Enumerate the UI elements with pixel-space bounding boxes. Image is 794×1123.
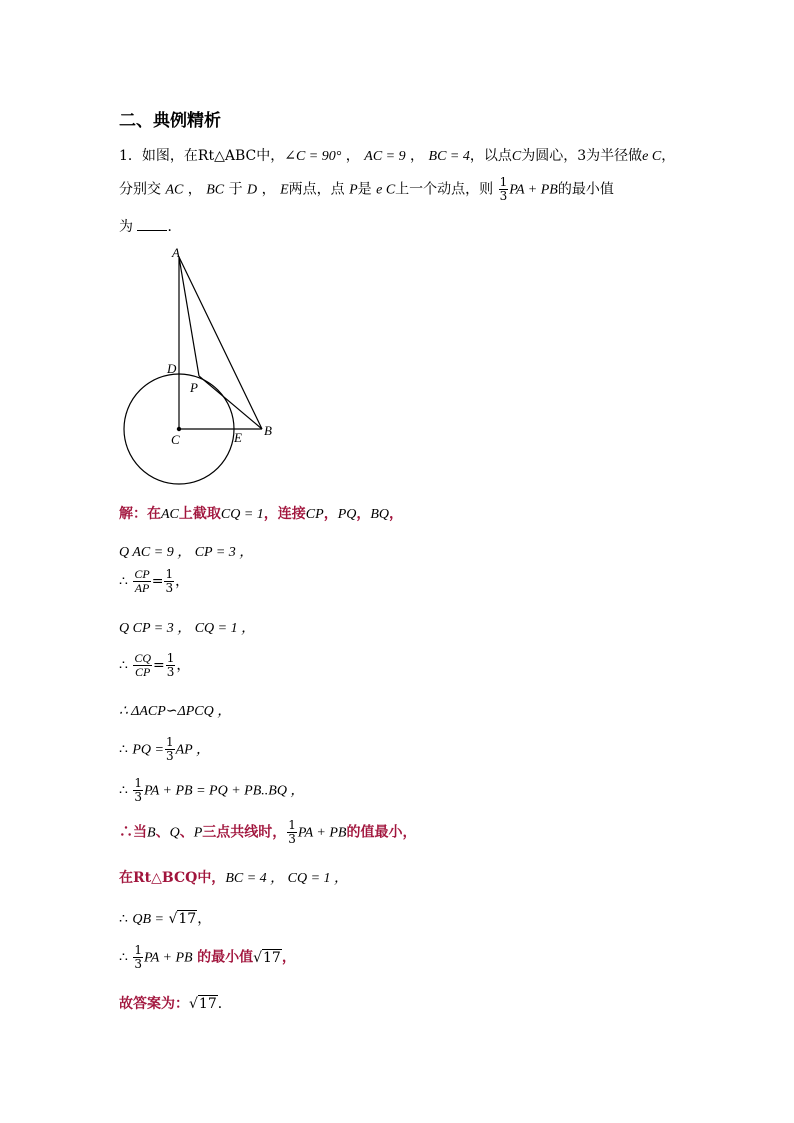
geometry-figure — [110, 245, 290, 490]
solution-line-5: ∴ $\frac{CQ}{CP}$ = $\frac{1}{3}$ ， — [119, 651, 191, 679]
solution-line-3: ∴ $\frac{CP}{AP}$ = $\frac{1}{3}$ ， — [119, 567, 190, 595]
solution-line-11: ∴ QB = √17， — [119, 911, 212, 927]
label-d: D — [167, 361, 177, 376]
problem-line-2: 分别交 AC ， BC 于 D ， E两点，点 P是 e C上一个动点，则 $\frac{1}{3}$ PA + PB的最小值 — [119, 175, 614, 203]
label-a: A — [172, 245, 180, 260]
label-e: E — [234, 430, 242, 445]
solution-line-13: 故答案为：√17． — [119, 996, 232, 1012]
answer-blank — [137, 218, 167, 231]
solution-line-12: ∴ $\frac{1}{3}$ PA + PB 的最小值√17， — [119, 943, 296, 971]
problem-number: 1． — [119, 148, 142, 164]
solution-line-9: ∴当B、Q、P三点共线时， $\frac{1}{3}$ PA + PB的值最小， — [119, 818, 417, 846]
segment-ab — [179, 257, 262, 429]
label-p: P — [190, 380, 198, 395]
solution-line-1: 解：在AC上截取CQ = 1，连接CP，PQ，BQ， — [119, 506, 404, 522]
segment-pb — [199, 376, 262, 429]
segment-ap — [179, 257, 199, 376]
fraction-one-third: $\frac{1}{3}$ — [499, 175, 508, 203]
solution-line-10: 在Rt△BCQ中，BC = 4 ， CQ = 1 ， — [119, 870, 349, 886]
sqrt-17: √17 — [168, 911, 197, 927]
solution-line-6: ∴ ΔACP∽ΔPCQ ， — [119, 704, 232, 719]
solution-line-2: Q AC = 9 ， CP = 3 ， — [119, 545, 254, 560]
solution-line-4: Q CP = 3 ， CQ = 1 ， — [119, 621, 256, 636]
problem-line-3: 为 ． — [119, 219, 182, 235]
section-title: 二、典例精析 — [119, 111, 221, 131]
solution-line-7: ∴ PQ = $\frac{1}{3}$ AP ， — [119, 735, 210, 763]
label-b: B — [264, 423, 272, 438]
point-c-dot — [177, 427, 181, 431]
problem-line-1: 1．如图，在Rt△ABC中，∠C = 90° ， AC = 9 ， BC = 4，以点C为圆心，3为半径做e C， — [119, 148, 676, 164]
solution-line-8: ∴ $\frac{1}{3}$ PA + PB = PQ + PB..BQ ， — [119, 776, 305, 804]
label-c: C — [171, 432, 180, 447]
